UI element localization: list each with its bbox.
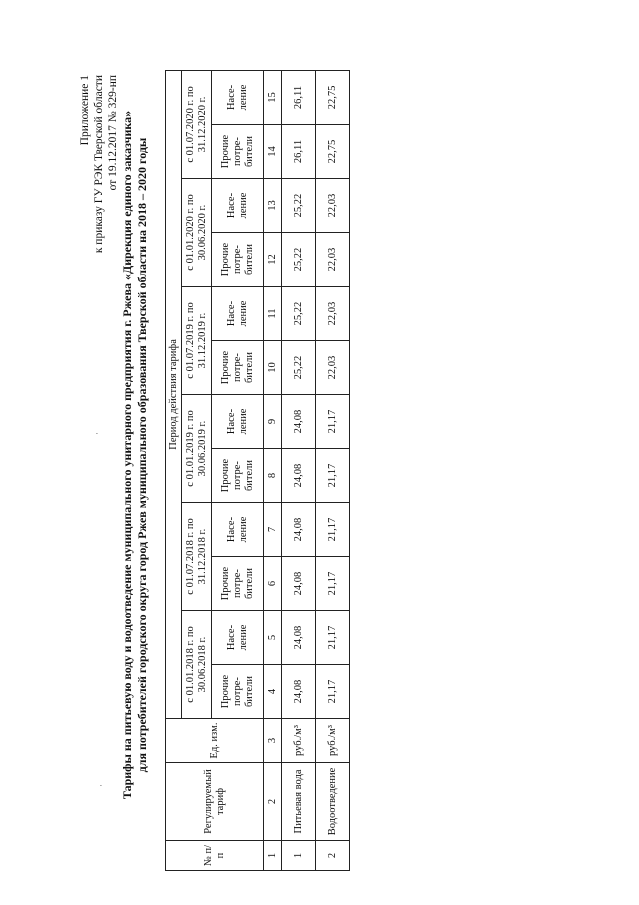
tariff-value: 21,17 bbox=[316, 665, 350, 719]
row-num: 1 bbox=[282, 841, 316, 871]
col-number: 13 bbox=[264, 179, 282, 233]
tariff-value: 24,08 bbox=[282, 503, 316, 557]
tariff-value: 24,08 bbox=[282, 449, 316, 503]
col-number: 15 bbox=[264, 70, 282, 124]
consumer-population-header: Насе-ление bbox=[212, 287, 264, 341]
row-unit: руб./м³ bbox=[316, 719, 350, 763]
consumer-other-header: Прочие потре-бители bbox=[212, 665, 264, 719]
consumer-population-header: Насе-ление bbox=[212, 395, 264, 449]
consumer-population-header: Насе-ление bbox=[212, 70, 264, 124]
tariff-value: 22,75 bbox=[316, 70, 350, 124]
appendix-block bbox=[78, 75, 120, 325]
tariff-value: 24,08 bbox=[282, 557, 316, 611]
col-number: 6 bbox=[264, 557, 282, 611]
col-number: 3 bbox=[264, 719, 282, 763]
col-number: 9 bbox=[264, 395, 282, 449]
consumer-other-header: Прочие потре-бители bbox=[212, 341, 264, 395]
tariff-value: 25,22 bbox=[282, 179, 316, 233]
consumer-other-header: Прочие потре-бители bbox=[212, 125, 264, 179]
consumer-other-header: Прочие потре-бители bbox=[212, 233, 264, 287]
scan-speck: · bbox=[92, 432, 102, 435]
consumer-population-header: Насе-ление bbox=[212, 611, 264, 665]
tariff-value: 22,03 bbox=[316, 341, 350, 395]
col-number: 4 bbox=[264, 665, 282, 719]
period-header: с 01.07.2019 г. по 31.12.2019 г. bbox=[182, 287, 212, 395]
tariff-value: 26,11 bbox=[282, 70, 316, 124]
col-number: 10 bbox=[264, 341, 282, 395]
tariff-value: 24,08 bbox=[282, 395, 316, 449]
tariff-value: 21,17 bbox=[316, 503, 350, 557]
period-header: с 01.07.2018 г. по 31.12.2018 г. bbox=[182, 503, 212, 611]
title-line-1: Тарифы на питьевую воду и водоотведение муниципального унитарного предприятия г. Ржева «Дирекция единого заказчика» bbox=[120, 110, 134, 800]
tariff-value: 26,11 bbox=[282, 125, 316, 179]
col-number: 12 bbox=[264, 233, 282, 287]
col-number: 8 bbox=[264, 449, 282, 503]
period-header: с 01.01.2018 г. по 30.06.2018 г. bbox=[182, 611, 212, 719]
tariff-value: 21,17 bbox=[316, 557, 350, 611]
tariff-value: 22,03 bbox=[316, 287, 350, 341]
consumer-other-header: Прочие потре-бители bbox=[212, 449, 264, 503]
tariff-value: 25,22 bbox=[282, 287, 316, 341]
tariff-value: 25,22 bbox=[282, 233, 316, 287]
period-header: с 01.01.2020 г. по 30.06.2020 г. bbox=[182, 179, 212, 287]
tariff-value: 21,17 bbox=[316, 611, 350, 665]
row-name: Питьевая вода bbox=[282, 763, 316, 841]
tariff-table bbox=[165, 70, 350, 871]
col-number: 14 bbox=[264, 125, 282, 179]
header-num: № п/п bbox=[166, 841, 264, 871]
table-row bbox=[282, 70, 316, 870]
tariff-value: 24,08 bbox=[282, 665, 316, 719]
header-tariff: Регулируемый тариф bbox=[166, 763, 264, 841]
title-line-2: для потребителей городского округа город Ржев муниципального образования Тверской области на 2018 – 2020 годы bbox=[135, 137, 149, 773]
col-number: 7 bbox=[264, 503, 282, 557]
appendix-line-3: от 19.12.2017 № 329-нп bbox=[107, 75, 119, 191]
row-num: 2 bbox=[316, 841, 350, 871]
col-number: 11 bbox=[264, 287, 282, 341]
tariff-value: 24,08 bbox=[282, 611, 316, 665]
col-number: 1 bbox=[264, 841, 282, 871]
tariff-value: 21,17 bbox=[316, 449, 350, 503]
header-period: Период действия тарифа bbox=[166, 70, 182, 718]
document-title bbox=[120, 65, 150, 845]
col-number: 5 bbox=[264, 611, 282, 665]
period-header: с 01.07.2020 г. по 31.12.2020 г. bbox=[182, 70, 212, 178]
col-number: 2 bbox=[264, 763, 282, 841]
appendix-line-1: Приложение 1 bbox=[79, 75, 91, 146]
consumer-population-header: Насе-ление bbox=[212, 179, 264, 233]
consumer-other-header: Прочие потре-бители bbox=[212, 557, 264, 611]
tariff-value: 22,75 bbox=[316, 125, 350, 179]
appendix-line-2: к приказу ГУ РЭК Тверской области bbox=[93, 75, 105, 254]
row-unit: руб./м³ bbox=[282, 719, 316, 763]
column-number-row bbox=[264, 70, 282, 870]
tariff-value: 22,03 bbox=[316, 233, 350, 287]
tariff-value: 22,03 bbox=[316, 179, 350, 233]
row-name: Водоотведение bbox=[316, 763, 350, 841]
tariff-value: 25,22 bbox=[282, 341, 316, 395]
period-header: с 01.01.2019 г. по 30.06.2019 г. bbox=[182, 395, 212, 503]
header-unit: Ед. изм. bbox=[166, 719, 264, 763]
tariff-value: 21,17 bbox=[316, 395, 350, 449]
scan-speck: · bbox=[96, 784, 106, 787]
consumer-population-header: Насе-ление bbox=[212, 503, 264, 557]
table-row bbox=[316, 70, 350, 870]
